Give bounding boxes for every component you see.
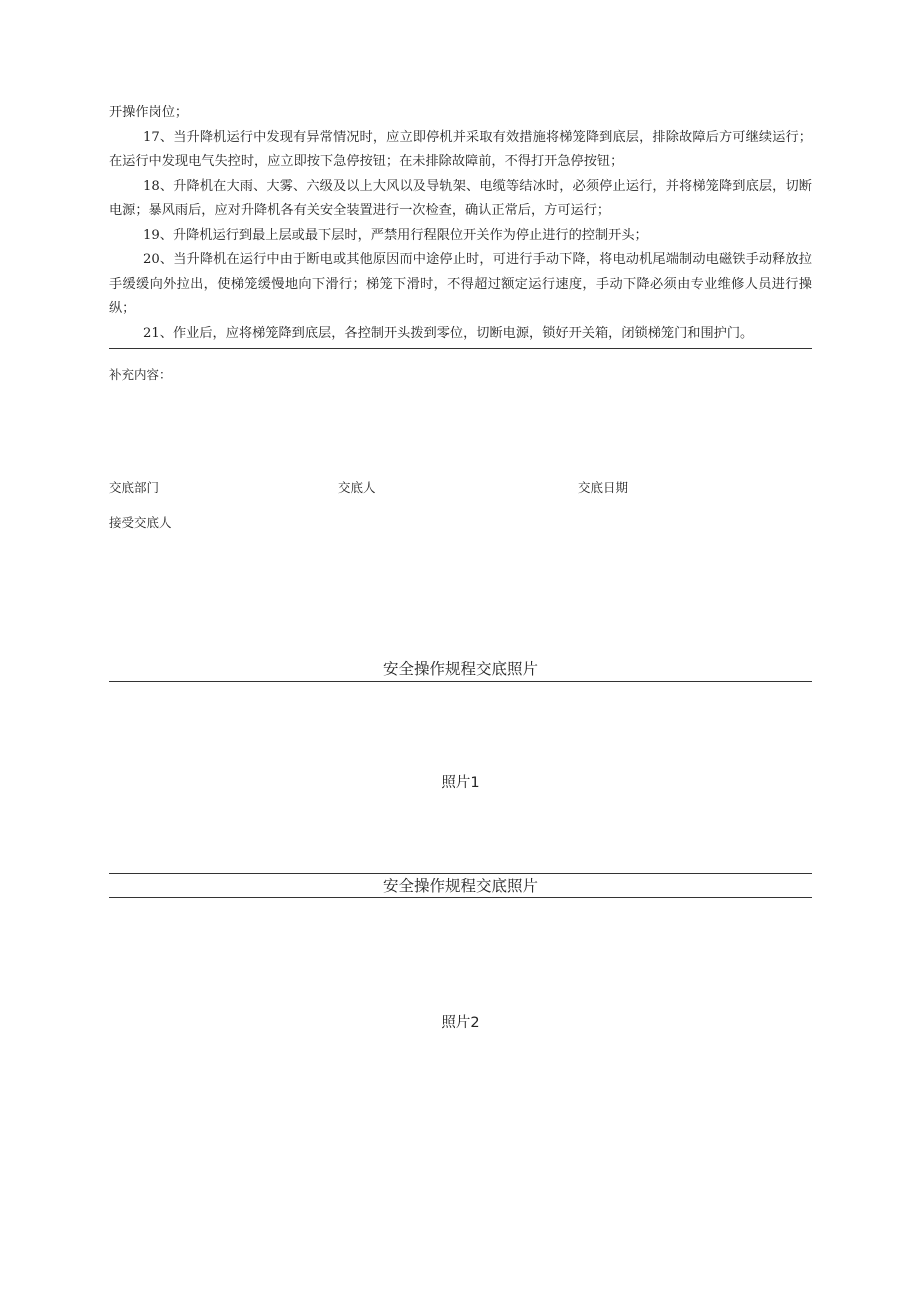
- procedure-item-20: 20、当升降机在运行中由于断电或其他原因而中途停止时，可进行手动下降，将电动机尾端制动电磁铁手动释放拉手缓缓向外拉出，使梯笼缓慢地向下滑行；梯笼下滑时，不得超过额定运行速度，手动下降必须由专业维修人员进行操纵；: [109, 252, 812, 316]
- photo-section-2-caption: 安全操作规程交底照片: [382, 877, 538, 895]
- procedure-text: [109, 101, 812, 346]
- photo-2-placeholder: 照片2: [441, 1015, 480, 1031]
- procedure-item-17: 17、当升降机运行中发现有异常情况时，应立即停机并采取有效措施将梯笼降到底层，排除故障后方可继续运行；在运行中发现电气失控时，应立即按下急停按钮；在未排除故障前，不得打开急停按钮；: [109, 129, 812, 169]
- photo-section-2-top-rule: [109, 873, 812, 874]
- procedure-item-18: 18、升降机在大雨、大雾、六级及以上大风以及导轨架、电缆等结冰时，必须停止运行，并将梯笼降到底层，切断电源；暴风雨后，应对升降机各有关安全装置进行一次检查，确认正常后，方可运行；: [109, 178, 812, 218]
- photo-section-1-caption: 安全操作规程交底照片: [382, 660, 538, 678]
- supplement-label: 补充内容：: [109, 367, 172, 382]
- procedure-bottom-rule: [109, 348, 812, 349]
- department-label: 交底部门: [109, 480, 160, 495]
- photo-section-2-rule: [109, 897, 812, 898]
- procedure-item-21: 21、作业后，应将梯笼降到底层，各控制开头拨到零位，切断电源，锁好开关箱，闭锁梯笼门和围护门。: [143, 325, 754, 341]
- continued-line: 开操作岗位；: [109, 105, 189, 120]
- procedure-item-19: 19、升降机运行到最上层或最下层时，严禁用行程限位开关作为停止进行的控制开头；: [143, 227, 648, 243]
- date-label: 交底日期: [578, 480, 629, 495]
- photo-section-1-rule: [109, 681, 812, 682]
- person-label: 交底人: [338, 480, 376, 495]
- photo-1-placeholder: 照片1: [441, 775, 480, 791]
- receiver-label: 接受交底人: [109, 515, 172, 530]
